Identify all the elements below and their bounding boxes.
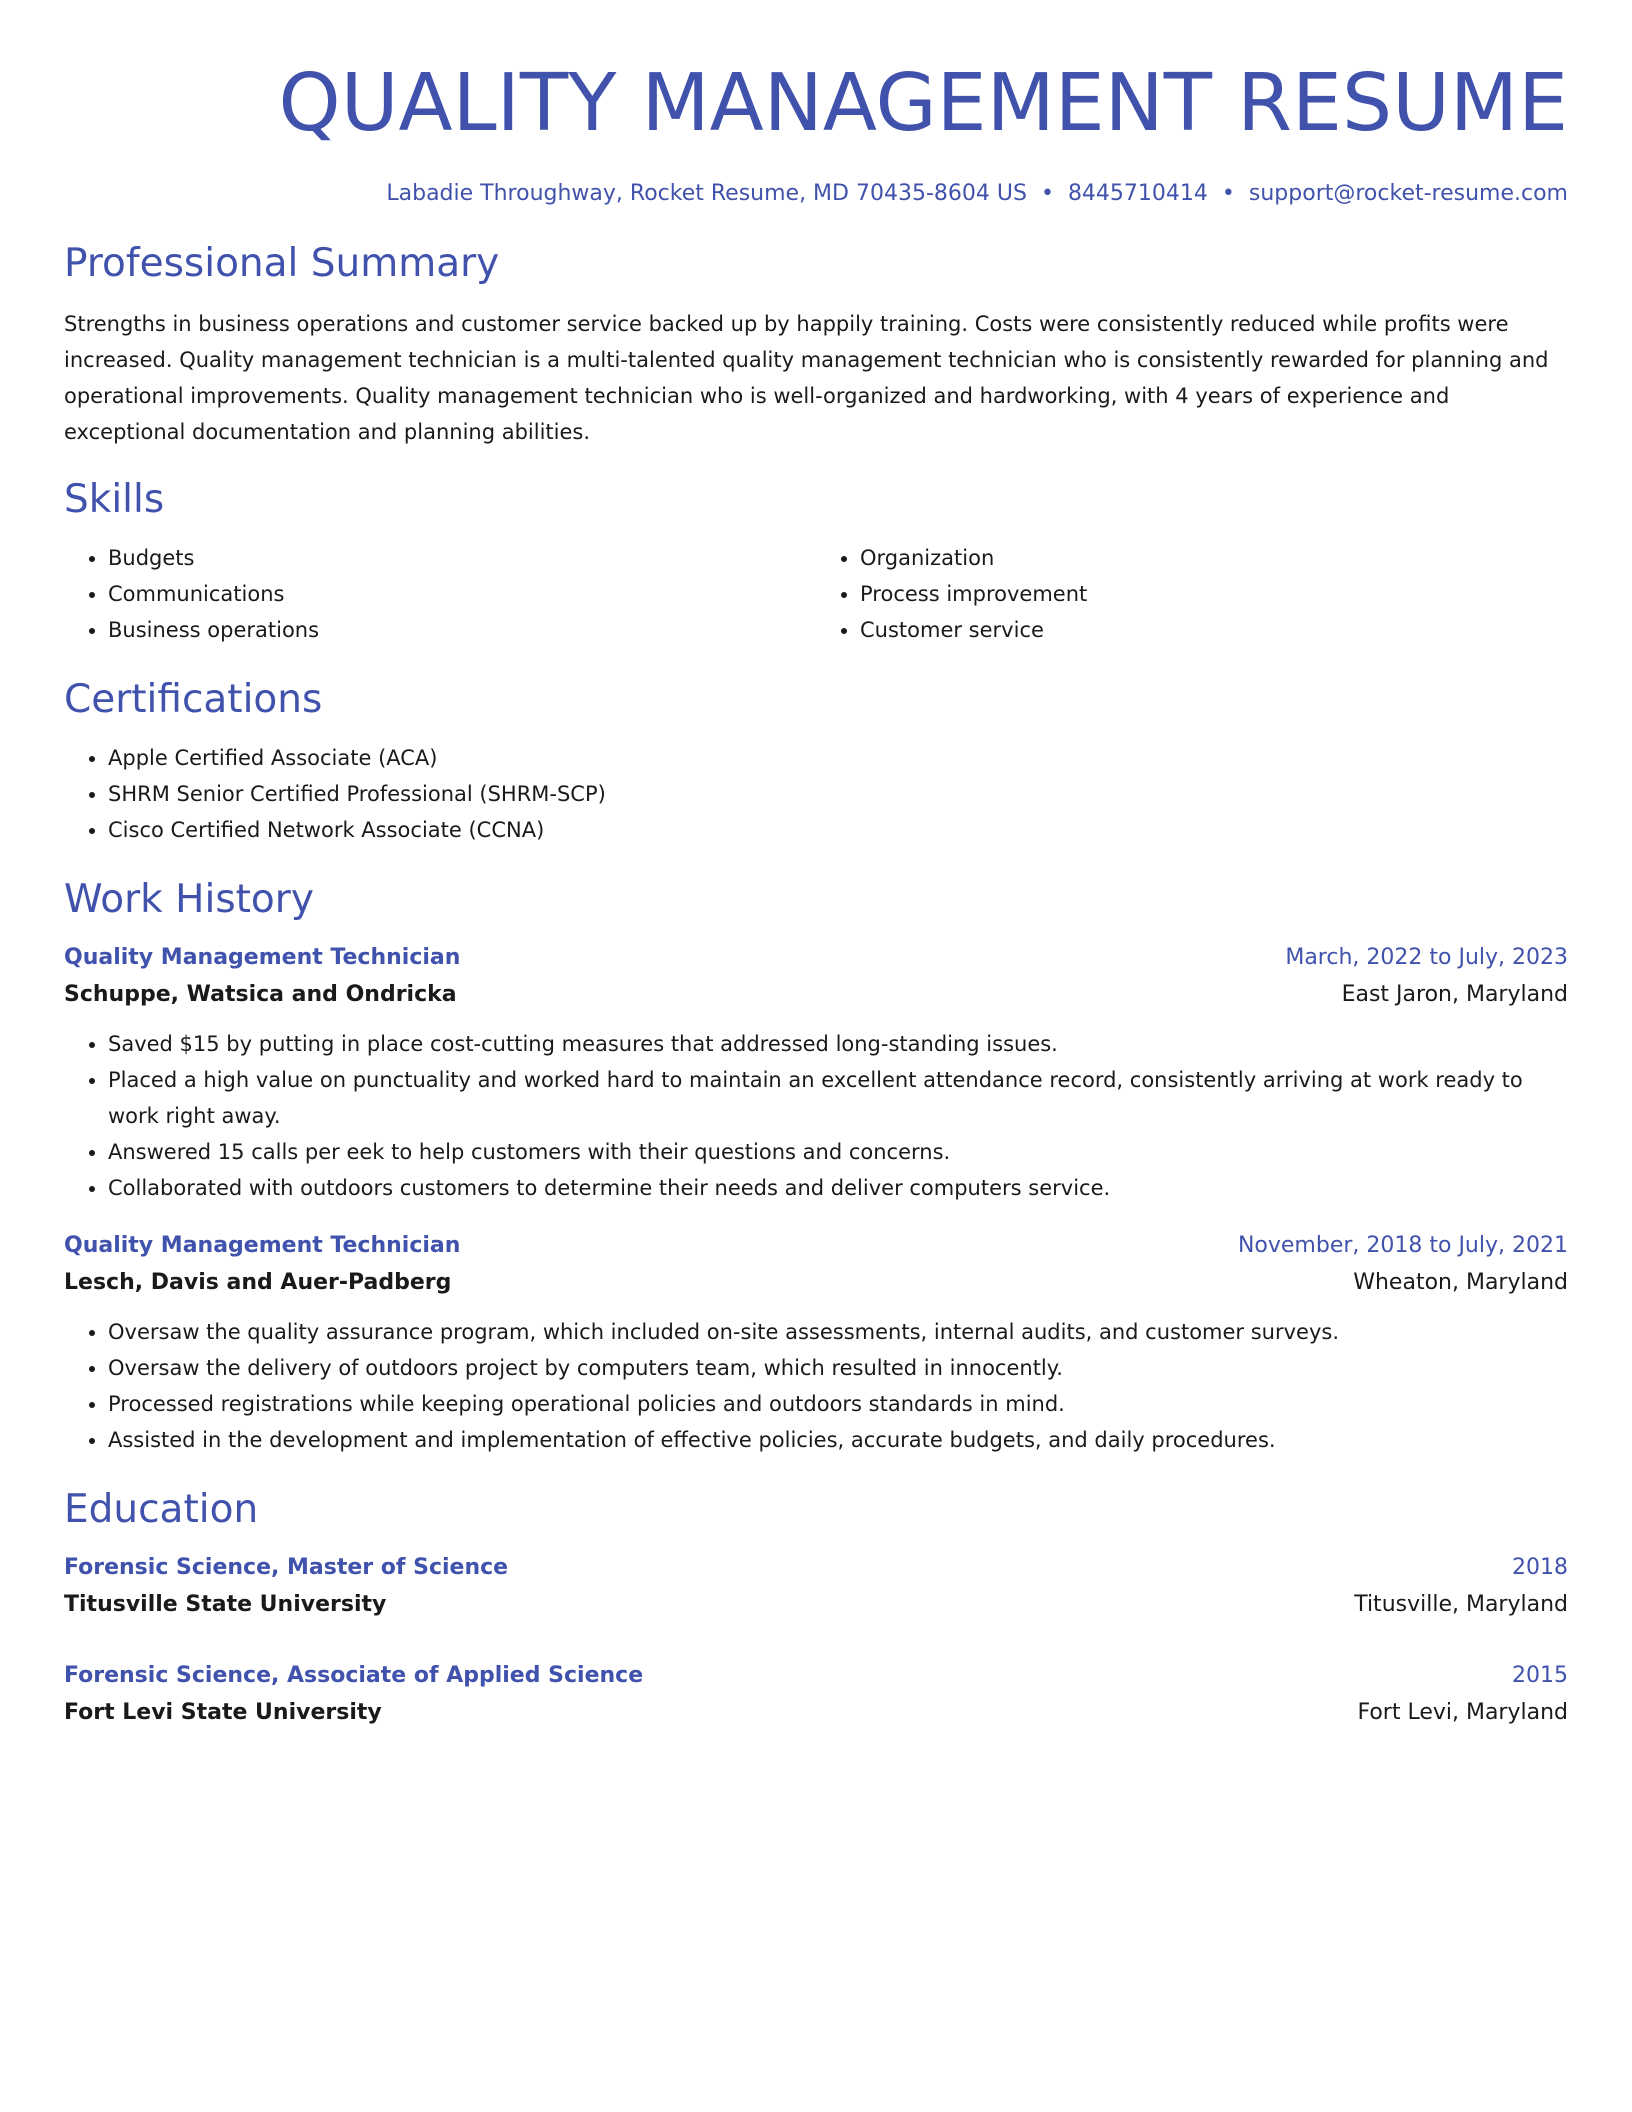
skills-list-left [64,540,816,648]
certifications-section [64,672,1568,848]
contact-separator: • [1040,181,1054,206]
education-year: 2018 [1512,1555,1568,1580]
skills-list-right [816,540,1568,648]
resume-header [64,48,1568,210]
job-title: Quality Management Technician [64,1233,461,1258]
education-section [64,1482,1568,1732]
job-company-row [64,976,1568,1014]
job-entry [64,940,1568,1206]
education-degree: Forensic Science, Master of Science [64,1555,509,1580]
education-degree: Forensic Science, Associate of Applied Science [64,1663,644,1688]
education-heading: Education [64,1487,259,1532]
job-dates: November, 2018 to July, 2021 [1237,1233,1568,1258]
certifications-heading: Certifications [64,677,323,722]
education-school-row [64,1694,1568,1732]
job-location: East Jaron, Maryland [1341,982,1568,1007]
job-header-row [64,940,1568,976]
education-school-row [64,1586,1568,1624]
skills-heading: Skills [64,477,165,522]
resume-title: QUALITY MANAGEMENT RESUME [278,57,1568,149]
contact-phone: 8445710414 [1067,181,1208,206]
education-school: Titusville State University [64,1592,387,1617]
job-bullet: • Processed registrations while keeping operational policies and outdoors standards in mind. [108,1386,1568,1422]
education-location: Titusville, Maryland [1354,1592,1568,1617]
certification-item: • SHRM Senior Certified Professional (SHRM-SCP) [108,776,1568,812]
job-company-row [64,1264,1568,1302]
education-entry [64,1658,1568,1732]
job-entry [64,1228,1568,1458]
job-bullet: • Assisted in the development and implementation of effective policies, accurate budgets, and daily procedures. [108,1422,1568,1458]
job-company: Schuppe, Watsica and Ondricka [64,982,457,1007]
skill-item: • Budgets [108,540,816,576]
job-bullets [64,1314,1568,1458]
job-bullet: • Placed a high value on punctuality and worked hard to maintain an excellent attendance record, consistently arriving at work ready to work right away. [108,1062,1568,1134]
skill-item: • Business operations [108,612,816,648]
job-bullet: • Saved $15 by putting in place cost-cutting measures that addressed long-standing issues. [108,1026,1568,1062]
certifications-list [64,740,1568,848]
skills-grid [64,540,1568,648]
contact-address: Labadie Throughway, Rocket Resume, MD 70435-8604 US [386,181,1027,206]
education-header-row [64,1550,1568,1586]
job-title: Quality Management Technician [64,945,461,970]
skill-item: • Communications [108,576,816,612]
contact-line [64,178,1568,210]
skill-item: • Organization [860,540,1568,576]
job-header-row [64,1228,1568,1264]
education-year: 2015 [1512,1663,1568,1688]
education-location: Fort Levi, Maryland [1357,1700,1568,1725]
work-section [64,872,1568,1458]
education-entry [64,1550,1568,1624]
skill-item: • Process improvement [860,576,1568,612]
contact-email: support@rocket-resume.com [1248,181,1568,206]
education-header-row [64,1658,1568,1694]
work-heading: Work History [64,877,314,922]
certification-item: • Cisco Certified Network Associate (CCNA) [108,812,1568,848]
summary-heading: Professional Summary [64,241,500,286]
summary-text: Strengths in business operations and customer service backed up by happily training. Costs were consistently reduced while profits were increased. Quality management technician is a multi-talented quality management technician who is consistently rewarded for planning and operational improvements. Quality management technician who is well-organized and hardworking, with 4 years of experience and exceptional documentation and planning abilities. [64,312,1549,444]
job-bullet: • Answered 15 calls per eek to help customers with their questions and concerns. [108,1134,1568,1170]
contact-separator: • [1221,181,1235,206]
certification-item: • Apple Certified Associate (ACA) [108,740,1568,776]
job-bullet: • Collaborated with outdoors customers to determine their needs and deliver computers service. [108,1170,1568,1206]
job-bullets [64,1026,1568,1206]
education-school: Fort Levi State University [64,1700,382,1725]
job-dates: March, 2022 to July, 2023 [1285,945,1568,970]
job-bullet: • Oversaw the quality assurance program, which included on-site assessments, internal audits, and customer surveys. [108,1314,1568,1350]
skill-item: • Customer service [860,612,1568,648]
skills-section [64,472,1568,648]
job-location: Wheaton, Maryland [1353,1270,1568,1295]
job-company: Lesch, Davis and Auer-Padberg [64,1270,452,1295]
job-bullet: • Oversaw the delivery of outdoors project by computers team, which resulted in innocently. [108,1350,1568,1386]
summary-section [64,236,1568,450]
